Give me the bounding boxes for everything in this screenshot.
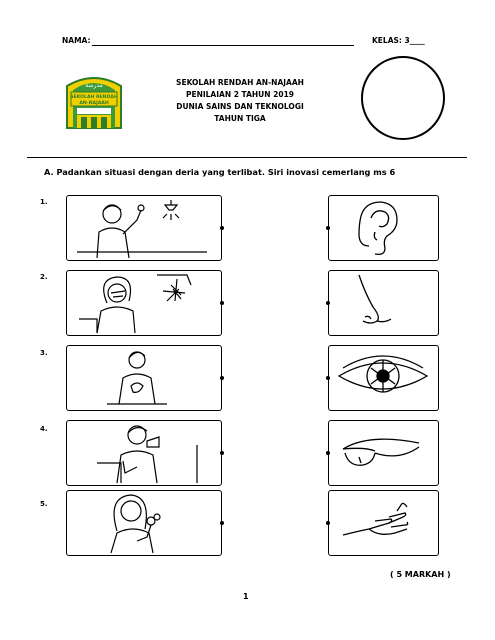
match-dot[interactable] <box>326 521 330 525</box>
situation-box-2[interactable] <box>66 270 222 336</box>
match-dot[interactable] <box>326 376 330 380</box>
girl-smelling-flower-icon <box>67 491 220 554</box>
school-logo <box>63 68 125 130</box>
sense-box-mouth[interactable] <box>328 420 439 486</box>
sense-box-hand[interactable] <box>328 490 439 556</box>
logo-text1: SEKOLAH RENDAH <box>70 95 118 100</box>
nose-icon <box>329 271 437 334</box>
match-dot[interactable] <box>326 301 330 305</box>
school-name: SEKOLAH RENDAH AN-NAJAAH <box>176 78 304 87</box>
question-number: 3. <box>40 349 48 357</box>
situation-box-5[interactable] <box>66 490 222 556</box>
header-divider <box>27 157 467 158</box>
exam-title: PENILAIAN 2 TAHUN 2019 <box>185 90 295 99</box>
marks-circle <box>361 56 445 140</box>
ear-icon <box>329 196 437 259</box>
name-label: NAMA: <box>62 36 91 45</box>
question-number: 2. <box>40 273 48 281</box>
subject-title: DUNIA SAINS DAN TEKNOLOGI <box>176 102 304 111</box>
match-dot[interactable] <box>220 521 224 525</box>
logo-text2: AN-NAJAAH <box>79 101 109 106</box>
situation-box-1[interactable] <box>66 195 222 261</box>
mouth-tongue-icon <box>329 421 437 484</box>
sense-box-eye[interactable] <box>328 345 439 411</box>
year-title: TAHUN TIGA <box>214 114 266 123</box>
sense-box-ear[interactable] <box>328 195 439 261</box>
boy-smelling-icon <box>67 421 220 484</box>
instruction-text: A. Padankan situasi dengan deria yang terlibat. Siri inovasi cemerlang ms 6 <box>44 167 396 177</box>
match-dot[interactable] <box>220 301 224 305</box>
match-dot[interactable] <box>220 376 224 380</box>
question-number: 4. <box>40 425 48 433</box>
school-header <box>150 77 330 125</box>
boy-touching-face-icon <box>67 196 220 259</box>
marks-label: ( 5 MARKAH ) <box>390 570 451 579</box>
match-dot[interactable] <box>326 451 330 455</box>
eye-icon <box>329 346 437 409</box>
question-number: 5. <box>40 500 48 508</box>
match-dot[interactable] <box>220 451 224 455</box>
hand-icon <box>329 491 437 554</box>
situation-box-4[interactable] <box>66 420 222 486</box>
svg-text:مدرسة: مدرسة <box>85 82 103 89</box>
situation-box-3[interactable] <box>66 345 222 411</box>
name-line <box>92 45 354 46</box>
question-number: 1. <box>40 198 48 206</box>
match-dot[interactable] <box>326 226 330 230</box>
match-dot[interactable] <box>220 226 224 230</box>
sense-box-nose[interactable] <box>328 270 439 336</box>
class-label: KELAS: 3____ <box>372 36 425 45</box>
page-number: 1 <box>243 592 249 601</box>
boy-eating-icon <box>67 346 220 409</box>
girl-covering-eyes-icon <box>67 271 220 334</box>
